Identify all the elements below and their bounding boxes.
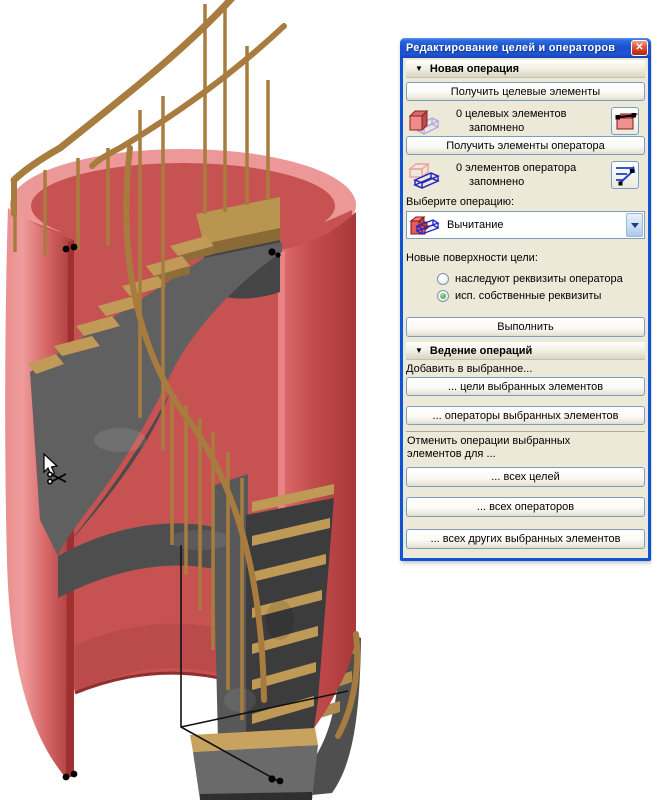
pick-operator-icon: [613, 163, 637, 187]
execute-button[interactable]: Выполнить: [406, 317, 645, 337]
dialog-titlebar[interactable]: [400, 38, 651, 58]
get-target-elements-button[interactable]: Получить целевые элементы: [406, 82, 645, 101]
targets-status-row: [406, 106, 645, 136]
all-targets-button[interactable]: ... всех целей: [406, 467, 645, 487]
radio-inherit-row: [437, 273, 645, 285]
radio-own-row: [437, 290, 645, 302]
radio-inherit[interactable]: [437, 273, 449, 285]
operation-value: Вычитание: [447, 219, 504, 231]
radio-own[interactable]: [437, 290, 449, 302]
dropdown-arrow-button[interactable]: [626, 213, 643, 237]
operators-status-row: [406, 160, 645, 190]
radio-inherit-label: наследуют реквизиты оператора: [455, 273, 623, 285]
radio-own-label: исп. собственные реквизиты: [455, 290, 602, 302]
all-operators-button[interactable]: ... всех операторов: [406, 497, 645, 517]
collapse-triangle-icon: ▼: [415, 63, 423, 73]
operators-status-text: 0 элементов оператора запомнено: [456, 162, 577, 188]
chevron-down-icon: [631, 223, 639, 228]
section-manage-operations-label: Ведение операций: [429, 344, 533, 357]
target-icon: [406, 106, 442, 136]
targets-of-selected-button[interactable]: ... цели выбранных элементов: [406, 377, 645, 396]
collapse-triangle-icon: ▼: [415, 345, 423, 355]
section-manage-operations[interactable]: [406, 342, 645, 360]
get-operator-elements-button[interactable]: Получить элементы оператора: [406, 136, 645, 155]
new-surfaces-label: Новые поверхности цели:: [406, 252, 538, 264]
cancel-operations-label: Отменить операции выбранных элементов для ...: [406, 431, 645, 461]
subtract-icon: [407, 212, 441, 238]
operator-icon: [406, 160, 444, 190]
close-icon[interactable]: ✕: [631, 40, 648, 56]
section-new-operation-label: Новая операция: [429, 62, 520, 75]
choose-operation-label: Выберите операцию:: [406, 196, 515, 208]
targets-status-text: 0 целевых элементов запомнено: [456, 108, 567, 134]
dialog-title: Редактирование целей и операторов: [406, 42, 616, 54]
pick-target-icon: [612, 110, 638, 132]
all-other-elements-button[interactable]: ... всех других выбранных элементов: [406, 529, 645, 549]
section-new-operation[interactable]: [406, 60, 645, 78]
operation-dropdown[interactable]: [406, 211, 645, 239]
pick-operator-button[interactable]: [611, 161, 639, 189]
operators-of-selected-button[interactable]: ... операторы выбранных элементов: [406, 406, 645, 425]
pick-target-button[interactable]: [611, 107, 639, 135]
solid-operations-dialog: [400, 38, 651, 561]
add-to-selected-label: Добавить в выбранное...: [406, 363, 533, 375]
